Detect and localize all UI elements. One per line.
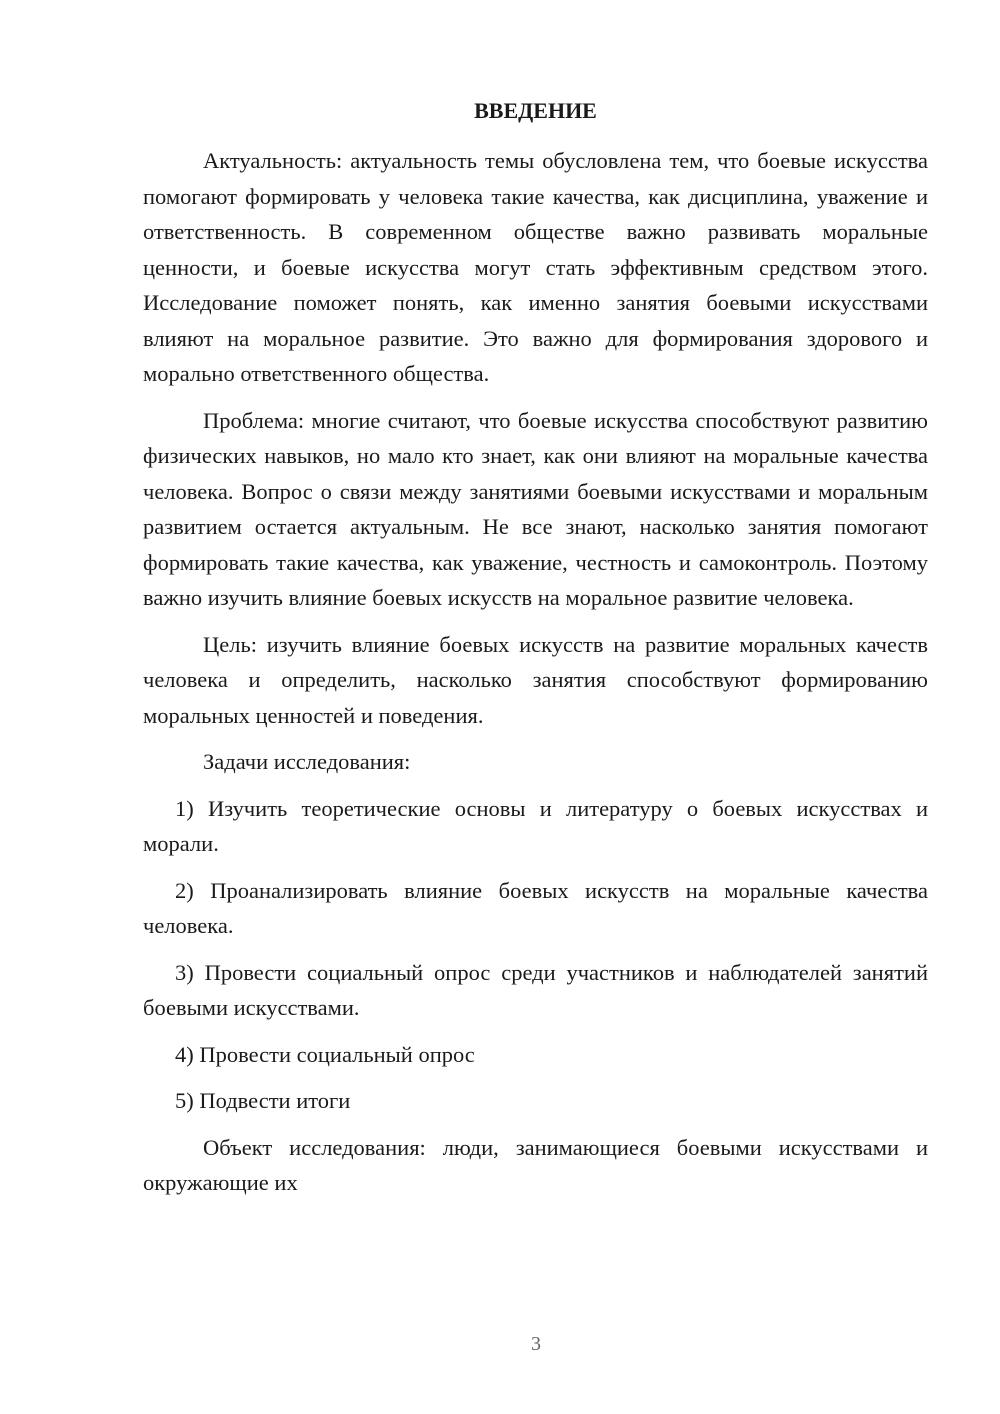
tasks-heading: Задачи исследования:	[203, 749, 411, 774]
task-item: 5) Подвести итоги	[175, 1088, 351, 1113]
task-item: 3) Провести социальный опрос среди участников и наблюдателей занятий боевыми искусствами.	[143, 959, 928, 1020]
section-heading: ВВЕДЕНИЕ	[474, 98, 597, 123]
task-item: 2) Проанализировать влияние боевых искусств на моральные качества человека.	[143, 877, 928, 938]
relevance-paragraph: Актуальность: актуальность темы обусловлена тем, что боевые искусства помогают формировать у человека такие качества, как дисциплина, уважение и ответственность. В современном обществе важно развивать моральные ценности, и боевые искусства могут стать эффективным средством этого. Исследование поможет понять, как именно занятия боевыми искусствами влияют на моральное развитие. Это важно для формирования здорового и морально ответственного общества.	[143, 148, 928, 386]
problem-paragraph: Проблема: многие считают, что боевые искусства способствуют развитию физических навыков, но мало кто знает, как они влияют на моральные качества человека. Вопрос о связи между занятиями боевыми искусствами и моральным развитием остается актуальным. Не все знают, насколько занятия помогают формировать такие качества, как уважение, честность и самоконтроль. Поэтому важно изучить влияние боевых искусств на моральное развитие человека.	[143, 407, 928, 610]
goal-paragraph: Цель: изучить влияние боевых искусств на развитие моральных качеств человека и определить, насколько занятия способствуют формированию моральных ценностей и поведения.	[143, 631, 928, 728]
task-item: 4) Провести социальный опрос	[175, 1041, 475, 1067]
document-page	[143, 95, 928, 1212]
task-item: 1) Изучить теоретические основы и литературу о боевых искусствах и морали.	[143, 795, 928, 856]
object-paragraph: Объект исследования: люди, занимающиеся боевыми искусствами и окружающие их	[143, 1134, 928, 1195]
page-number: 3	[531, 1333, 541, 1355]
